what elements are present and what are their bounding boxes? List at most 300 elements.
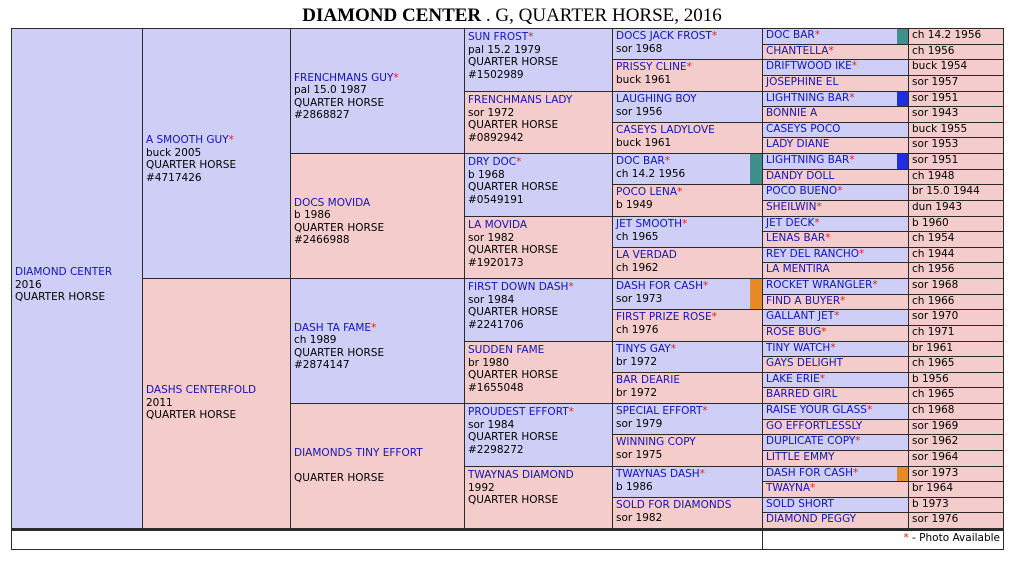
pedigree-cell-gen2 <box>291 404 464 528</box>
horse-name-link[interactable] <box>766 76 838 88</box>
pedigree-cell-gen2 <box>291 154 464 278</box>
horse-name-link[interactable] <box>766 185 842 197</box>
pedigree-cell-gen4 <box>613 404 762 434</box>
sire-line-color-marker <box>897 467 908 481</box>
pedigree-cell-gen5 <box>763 107 908 122</box>
horse-detail: QUARTER HORSE <box>468 56 559 69</box>
sire-line-color-marker <box>750 279 762 309</box>
horse-detail: #1920173 <box>468 256 524 269</box>
pedigree-cell-gen4 <box>613 248 762 278</box>
horse-name[interactable]: PROUDEST EFFORT <box>468 406 569 418</box>
horse-name[interactable]: SOLD FOR DIAMONDS <box>616 499 732 511</box>
horse-detail: QUARTER HORSE <box>294 471 385 484</box>
horse-detail: br 1972 <box>616 355 658 368</box>
photo-available-star: * <box>702 405 708 417</box>
horse-detail: sor 1984 <box>468 418 515 431</box>
pedigree-cell-gen5 <box>763 76 908 91</box>
horse-name[interactable]: DASH TA FAME <box>294 321 372 334</box>
horse-info-cell: br 1964 <box>909 482 1003 497</box>
horse-name-link[interactable] <box>294 72 399 85</box>
footer-blank <box>12 531 762 549</box>
horse-name[interactable]: DUPLICATE COPY <box>766 435 856 447</box>
horse-name[interactable]: PRISSY CLINE <box>616 61 687 73</box>
horse-detail: #2874147 <box>294 359 350 372</box>
photo-available-legend <box>903 532 1000 545</box>
horse-detail: b 1968 <box>468 168 505 181</box>
horse-name[interactable]: DIAMONDS TINY EFFORT <box>294 446 423 459</box>
horse-detail: #2241706 <box>468 318 524 331</box>
pedigree-cell-gen4 <box>613 123 762 153</box>
horse-title-name: DIAMOND CENTER <box>302 5 482 26</box>
horse-name-link[interactable] <box>616 311 759 324</box>
horse-detail: QUARTER HORSE <box>294 96 385 109</box>
horse-name[interactable]: SUDDEN FAME <box>468 344 545 356</box>
horse-name-link[interactable] <box>766 263 830 275</box>
photo-available-star: * <box>528 31 534 43</box>
horse-name-link[interactable] <box>146 134 236 147</box>
horse-name-link[interactable] <box>468 94 609 107</box>
horse-detail: 2016 <box>15 278 42 291</box>
horse-detail: sor 1956 <box>616 105 663 118</box>
photo-available-star: * <box>516 156 522 168</box>
pedigree-cell-gen5 <box>763 326 908 341</box>
horse-name-link[interactable] <box>766 217 820 229</box>
horse-info-cell: br 1961 <box>909 342 1003 356</box>
pedigree-cell-gen5 <box>763 123 908 137</box>
horse-name-link[interactable] <box>468 31 609 44</box>
pedigree-cell-gen4 <box>613 310 762 341</box>
pedigree-cell-gen5 <box>763 201 908 216</box>
horse-detail: ch 1989 <box>294 334 337 347</box>
horse-detail: sor 1982 <box>616 511 663 524</box>
horse-info-cell: sor 1973 <box>909 467 1003 481</box>
photo-legend <box>763 531 1003 549</box>
horse-name-link[interactable] <box>616 93 759 106</box>
horse-detail: QUARTER HORSE <box>468 369 559 382</box>
pedigree-cell-gen5 <box>763 60 908 75</box>
photo-available-star: * <box>866 404 873 416</box>
horse-entry <box>468 31 609 81</box>
horse-info-cell: sor 1957 <box>909 76 1003 91</box>
horse-name[interactable]: ROSE BUG <box>766 326 822 338</box>
pedigree-cell-gen5 <box>763 263 908 278</box>
horse-detail: buck 1961 <box>616 136 672 149</box>
pedigree-cell-gen3 <box>465 342 612 403</box>
pedigree-cell-gen5 <box>763 482 908 497</box>
horse-name[interactable]: LIGHTNING BAR <box>766 154 850 166</box>
horse-detail: sor 1984 <box>468 293 515 306</box>
horse-info-cell: sor 1962 <box>909 435 1003 450</box>
photo-available-star: * <box>703 280 709 292</box>
horse-name[interactable]: TINY WATCH <box>766 342 831 354</box>
horse-name-link[interactable] <box>766 388 837 400</box>
horse-name[interactable]: FIND A BUYER <box>766 295 841 307</box>
horse-name-link[interactable] <box>766 326 826 338</box>
photo-available-star: * <box>699 468 705 480</box>
horse-name-link[interactable] <box>616 124 759 137</box>
horse-entry <box>468 94 609 144</box>
horse-name-link[interactable] <box>616 280 759 293</box>
horse-name-link[interactable] <box>766 45 834 57</box>
horse-entry <box>468 406 609 456</box>
horse-entry <box>146 384 256 422</box>
photo-available-star: * <box>568 406 574 418</box>
horse-name-link[interactable] <box>616 30 759 43</box>
horse-name-link[interactable] <box>766 29 820 41</box>
horse-name[interactable]: GO EFFORTLESSLY <box>766 420 863 432</box>
horse-name-link[interactable] <box>766 295 845 307</box>
sire-line-color-marker <box>897 92 908 106</box>
horse-name[interactable]: RAISE YOUR GLASS <box>766 404 867 416</box>
pedigree-cell-gen5 <box>763 138 908 153</box>
horse-name[interactable]: DIAMOND PEGGY <box>766 513 857 525</box>
horse-name-link[interactable] <box>766 310 839 322</box>
horse-name[interactable]: GAYS DELIGHT <box>766 357 844 369</box>
horse-detail: #1502989 <box>468 68 524 81</box>
horse-name-link[interactable] <box>616 374 759 387</box>
horse-detail: b 1949 <box>616 198 653 211</box>
horse-name-link[interactable] <box>766 123 840 135</box>
pedigree-cell-gen4 <box>613 467 762 497</box>
horse-name[interactable]: LITTLE EMMY <box>766 451 835 463</box>
horse-detail: 2011 <box>146 396 173 409</box>
horse-detail: QUARTER HORSE <box>468 244 559 257</box>
horse-name[interactable]: FIRST PRIZE ROSE <box>616 311 712 323</box>
horse-name[interactable]: TWAYNAS DASH <box>616 468 700 480</box>
horse-name-link[interactable] <box>766 107 817 119</box>
horse-name[interactable]: LAUGHING BOY <box>616 93 697 105</box>
horse-name-link[interactable] <box>146 384 256 397</box>
horse-entry <box>468 156 609 206</box>
horse-name[interactable]: LA VERDAD <box>616 249 677 261</box>
pedigree-cell-gen4 <box>613 217 762 247</box>
horse-name-link[interactable] <box>766 248 864 260</box>
horse-info-cell: dun 1943 <box>909 201 1003 216</box>
horse-name[interactable]: LIGHTNING BAR <box>766 92 850 104</box>
horse-detail: QUARTER HORSE <box>468 181 559 194</box>
photo-available-star: * <box>819 373 826 385</box>
horse-detail: QUARTER HORSE <box>294 346 385 359</box>
horse-name-link[interactable] <box>766 373 825 385</box>
photo-available-star: * <box>855 435 861 447</box>
horse-name[interactable]: JOSEPHINE EL <box>766 76 839 88</box>
horse-name-link[interactable] <box>616 499 759 512</box>
pedigree-cell-gen4 <box>613 185 762 216</box>
horse-name[interactable]: BAR DEARIE <box>616 374 680 386</box>
horse-detail: sor 1973 <box>616 292 663 305</box>
pedigree-cell-gen4 <box>613 29 762 59</box>
pedigree-cell-gen1 <box>143 279 290 528</box>
horse-name[interactable]: GALLANT JET <box>766 310 835 322</box>
photo-available-star: * <box>821 326 827 338</box>
horse-name-link[interactable] <box>766 232 830 244</box>
horse-info-cell: buck 1955 <box>909 123 1003 137</box>
horse-name-link[interactable] <box>766 357 843 369</box>
page-title <box>0 5 1024 27</box>
pedigree-cell-gen2 <box>291 279 464 403</box>
horse-name-link[interactable] <box>468 406 609 419</box>
horse-entry <box>468 469 609 507</box>
pedigree-cell-gen4 <box>613 154 762 184</box>
horse-name[interactable]: LAKE ERIE <box>766 373 820 385</box>
horse-entry <box>468 219 609 269</box>
horse-name[interactable]: JET DECK <box>766 217 815 229</box>
horse-name-link[interactable] <box>616 155 759 168</box>
horse-name-link[interactable] <box>294 322 384 335</box>
horse-name-link[interactable] <box>766 482 815 494</box>
pedigree-cell-gen4 <box>613 373 762 403</box>
horse-entry <box>294 197 384 247</box>
horse-info-cell: sor 1951 <box>909 154 1003 169</box>
horse-detail: sor 1968 <box>616 42 663 55</box>
horse-info-cell: sor 1970 <box>909 310 1003 325</box>
pedigree-cell-gen5 <box>763 232 908 247</box>
horse-name-link[interactable] <box>766 420 862 432</box>
horse-name-link[interactable] <box>766 467 858 479</box>
horse-detail: #2868827 <box>294 109 350 122</box>
photo-available-star: * <box>903 532 909 544</box>
photo-available-star: * <box>686 61 692 73</box>
sire-line-color-marker <box>897 29 908 44</box>
horse-name[interactable]: BONNIE A <box>766 107 818 119</box>
horse-name-link[interactable] <box>766 154 855 166</box>
pedigree-cell-gen5 <box>763 451 908 466</box>
horse-name[interactable]: CHANTELLA <box>766 45 829 57</box>
photo-available-star: * <box>670 343 676 355</box>
horse-detail: QUARTER HORSE <box>468 431 559 444</box>
pedigree-cell-gen3 <box>465 154 612 216</box>
horse-name[interactable]: DASH FOR CASH <box>766 467 853 479</box>
horse-name[interactable]: TWAYNAS DIAMOND <box>468 469 574 481</box>
horse-name[interactable]: BARRED GIRL <box>766 388 838 400</box>
horse-detail: b 1986 <box>616 480 653 493</box>
horse-detail: #0892942 <box>468 131 524 144</box>
horse-name-link[interactable] <box>616 436 759 449</box>
horse-detail: #0549191 <box>468 193 524 206</box>
horse-name[interactable]: SOLD SHORT <box>766 498 834 510</box>
horse-name[interactable]: LENAS BAR <box>766 232 826 244</box>
horse-info-cell: ch 1954 <box>909 232 1003 247</box>
horse-name-link[interactable] <box>766 92 855 104</box>
photo-available-text: - Photo Available <box>908 532 1000 544</box>
horse-name[interactable]: SUN FROST <box>468 31 529 43</box>
horse-title-details: . G, QUARTER HORSE, 2016 <box>485 5 722 26</box>
horse-name-link[interactable] <box>766 342 836 354</box>
pedigree-cell-gen1 <box>143 29 290 278</box>
horse-name[interactable]: FIRST DOWN DASH <box>468 281 569 293</box>
horse-info-cell: ch 1966 <box>909 295 1003 309</box>
pedigree-cell-gen3 <box>465 404 612 466</box>
pedigree-cell-gen5 <box>763 357 908 372</box>
photo-available-star: * <box>828 45 834 57</box>
horse-detail: QUARTER HORSE <box>468 119 559 132</box>
photo-available-star: * <box>859 248 865 260</box>
horse-name-link[interactable] <box>468 156 609 169</box>
horse-name[interactable]: TINYS GAY <box>616 343 671 355</box>
horse-info-cell: ch 14.2 1956 <box>909 29 1003 44</box>
horse-name-link[interactable] <box>468 281 609 294</box>
horse-name[interactable]: FRENCHMANS GUY <box>294 71 394 84</box>
horse-name[interactable]: SPECIAL EFFORT <box>616 405 703 417</box>
pedigree-cell-gen5 <box>763 29 908 44</box>
photo-available-star: * <box>872 279 878 291</box>
horse-info-cell: ch 1965 <box>909 357 1003 372</box>
horse-name-link[interactable] <box>616 249 759 262</box>
pedigree-cell-gen3 <box>465 29 612 91</box>
photo-available-star: * <box>371 321 377 334</box>
horse-detail <box>294 459 423 472</box>
pedigree-cell-gen5 <box>763 373 908 387</box>
photo-available-star: * <box>837 185 843 197</box>
horse-detail: buck 2005 <box>146 146 202 159</box>
horse-entry <box>146 134 236 184</box>
horse-detail: #1655048 <box>468 381 524 394</box>
pedigree-cell-gen5 <box>763 45 908 59</box>
horse-info-cell: ch 1956 <box>909 263 1003 278</box>
horse-info-cell: buck 1954 <box>909 60 1003 75</box>
horse-name[interactable]: WINNING COPY <box>616 436 696 448</box>
photo-available-star: * <box>682 218 688 230</box>
horse-info-cell: ch 1944 <box>909 248 1003 262</box>
horse-name[interactable]: DASH FOR CASH <box>616 280 703 292</box>
horse-detail: sor 1975 <box>616 448 663 461</box>
horse-entry <box>294 72 399 122</box>
horse-info-cell: br 15.0 1944 <box>909 185 1003 200</box>
horse-name[interactable]: CASEYS POCO <box>766 123 841 135</box>
horse-name[interactable]: DOC BAR <box>616 155 665 167</box>
horse-detail: 1992 <box>468 481 495 494</box>
horse-name[interactable]: POCO BUENO <box>766 185 838 197</box>
horse-name-link[interactable] <box>294 447 423 460</box>
horse-name[interactable]: JET SMOOTH <box>616 218 683 230</box>
horse-name[interactable]: CASEYS LADYLOVE <box>616 124 715 136</box>
horse-name[interactable]: LA MOVIDA <box>468 219 528 231</box>
horse-name-link[interactable] <box>616 405 759 418</box>
photo-available-star: * <box>810 482 816 494</box>
horse-name-link[interactable] <box>766 201 822 213</box>
horse-name-link[interactable] <box>766 170 834 182</box>
horse-name-link[interactable] <box>766 451 835 463</box>
pedigree-chart <box>11 28 1004 550</box>
horse-detail: QUARTER HORSE <box>468 306 559 319</box>
horse-info-cell: sor 1951 <box>909 92 1003 106</box>
horse-name-link[interactable] <box>766 513 856 525</box>
pedigree-cell-gen5 <box>763 467 908 481</box>
pedigree-cell-gen5 <box>763 513 908 528</box>
horse-name-link[interactable] <box>616 218 759 231</box>
pedigree-cell-gen5 <box>763 92 908 106</box>
horse-detail: QUARTER HORSE <box>146 409 237 422</box>
horse-info-cell: b 1973 <box>909 498 1003 512</box>
photo-available-star: * <box>840 295 846 307</box>
horse-name-link[interactable] <box>616 186 759 199</box>
horse-name[interactable]: A SMOOTH GUY <box>146 134 229 146</box>
horse-name[interactable]: LADY DIANE <box>766 138 830 150</box>
horse-info-cell: b 1956 <box>909 373 1003 387</box>
pedigree-cell-gen3 <box>465 467 612 528</box>
horse-name[interactable]: REY DEL RANCHO <box>766 248 859 260</box>
horse-detail: #4717426 <box>146 171 202 184</box>
photo-available-star: * <box>849 92 855 104</box>
horse-name-link[interactable] <box>766 404 872 416</box>
horse-name[interactable]: LA MENTIRA <box>766 263 830 275</box>
horse-name-link[interactable] <box>616 468 759 481</box>
pedigree-cell-gen5 <box>763 420 908 434</box>
horse-name[interactable]: DOCS MOVIDA <box>294 196 371 209</box>
horse-name-link[interactable] <box>468 344 609 357</box>
pedigree-cell-gen5 <box>763 388 908 403</box>
pedigree-cell-gen4 <box>613 498 762 528</box>
horse-detail: ch 14.2 1956 <box>616 167 686 180</box>
horse-name[interactable]: FRENCHMANS LADY <box>468 94 573 106</box>
horse-name[interactable]: POCO LENA <box>616 186 678 198</box>
horse-detail: pal 15.0 1987 <box>294 84 367 97</box>
horse-name[interactable]: DOC BAR <box>766 29 815 41</box>
horse-detail: ch 1962 <box>616 261 659 274</box>
horse-entry <box>468 281 609 331</box>
horse-detail: #2466988 <box>294 234 350 247</box>
pedigree-cell-gen2 <box>291 29 464 153</box>
horse-name-link[interactable] <box>616 61 759 74</box>
horse-name-link[interactable] <box>468 469 609 482</box>
horse-name[interactable]: DRIFTWOOD IKE <box>766 60 852 72</box>
pedigree-cell-gen4 <box>613 435 762 466</box>
horse-name[interactable]: TWAYNA <box>766 482 811 494</box>
photo-available-star: * <box>830 342 836 354</box>
pedigree-cell-gen5 <box>763 310 908 325</box>
horse-detail: #2298272 <box>468 443 524 456</box>
horse-info-cell: ch 1965 <box>909 388 1003 403</box>
horse-name[interactable]: DASHS CENTERFOLD <box>146 384 257 396</box>
horse-name-link[interactable] <box>616 343 759 356</box>
photo-available-star: * <box>814 29 820 41</box>
pedigree-cell-gen3 <box>465 217 612 278</box>
photo-available-star: * <box>849 154 855 166</box>
photo-available-star: * <box>664 155 670 167</box>
horse-name-link[interactable] <box>766 60 857 72</box>
photo-available-star: * <box>851 60 857 72</box>
pedigree-cell-gen4 <box>613 279 762 309</box>
horse-name-link[interactable] <box>766 138 829 150</box>
horse-detail: br 1972 <box>616 386 658 399</box>
horse-detail: sor 1979 <box>616 417 663 430</box>
horse-detail: QUARTER HORSE <box>294 221 385 234</box>
horse-name[interactable]: DANDY DOLL <box>766 170 835 182</box>
horse-name-link[interactable] <box>15 266 112 279</box>
pedigree-cell-gen4 <box>613 60 762 91</box>
pedigree-cell-gen4 <box>613 342 762 372</box>
horse-detail: buck 1961 <box>616 73 672 86</box>
pedigree-cell-gen5 <box>763 217 908 231</box>
horse-name-link[interactable] <box>468 219 609 232</box>
horse-name-link[interactable] <box>294 197 384 210</box>
sire-line-color-marker <box>897 154 908 169</box>
horse-name-link[interactable] <box>766 279 878 291</box>
horse-name[interactable]: SHEILWIN <box>766 201 817 213</box>
horse-name[interactable]: DIAMOND CENTER <box>15 266 113 278</box>
horse-name[interactable]: ROCKET WRANGLER <box>766 279 873 291</box>
horse-detail: QUARTER HORSE <box>15 291 106 304</box>
horse-name[interactable]: DOCS JACK FROST <box>616 30 712 42</box>
horse-name[interactable]: DRY DOC <box>468 156 517 168</box>
pedigree-cell-gen3 <box>465 279 612 341</box>
pedigree-cell-gen4 <box>613 92 762 122</box>
horse-info-cell: ch 1948 <box>909 170 1003 184</box>
horse-name-link[interactable] <box>766 498 834 510</box>
pedigree-cell-subject <box>12 29 142 528</box>
horse-name-link[interactable] <box>766 435 861 447</box>
horse-entry <box>468 344 609 394</box>
